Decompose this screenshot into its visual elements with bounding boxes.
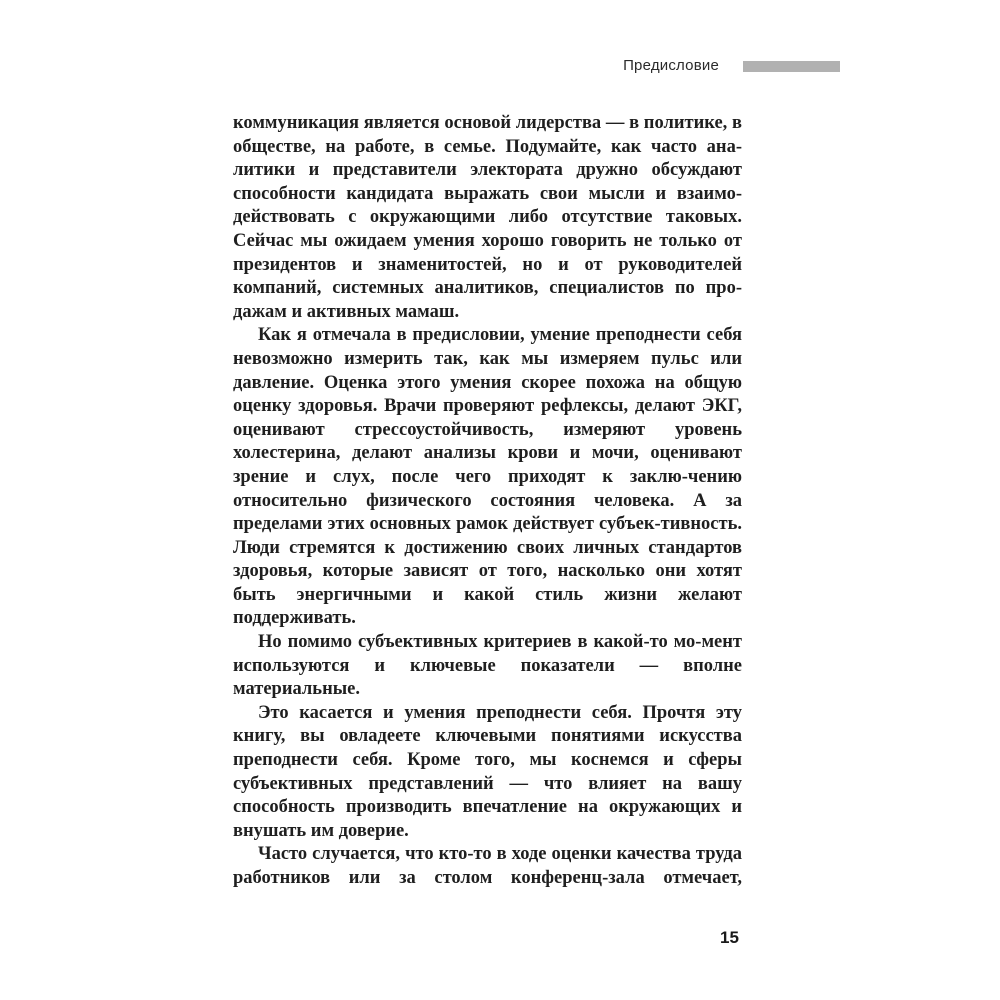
paragraph-5: Часто случается, что кто-то в ходе оценки качества труда работников или за столом конференц-зала отмечает, bbox=[233, 844, 742, 888]
page-number: 15 bbox=[720, 928, 739, 947]
header-bar bbox=[743, 61, 840, 72]
paragraph-4: Это касается и умения преподнести себя. Прочтя эту книгу, вы овладеете ключевыми понятиями искусства преподнести себя. Кроме того, мы коснемся и сферы субъективных представлений — что влияет на вашу способность производить впечатление на окружающих и внушать им доверие. bbox=[233, 702, 742, 841]
paragraph-3: Но помимо субъективных критериев в какой-то мо-мент используются и ключевые показатели — вполне материальные. bbox=[233, 632, 742, 700]
body-text bbox=[233, 112, 742, 891]
running-header bbox=[0, 0, 1000, 80]
paragraph-1: коммуникация является основой лидерства — в политике, в обществе, на работе, в семье. Подумайте, как часто ана-литики и представители электората дружно обсуждают способности кандидата выражать свои мысли и взаимо-действовать с окружающими либо отсутствие таковых. Сейчас мы ожидаем умения хорошо говорить не только от президентов и знаменитостей, но и от руководителей компаний, системных аналитиков, специалистов по про-дажам и активных мамаш. bbox=[233, 113, 742, 322]
section-title: Предисловие bbox=[623, 57, 719, 74]
paragraph-2: Как я отмечала в предисловии, умение преподнести себя невозможно измерить так, как мы измеряем пульс или давление. Оценка этого умения скорее похожа на общую оценку здоровья. Врачи проверяют рефлексы, делают ЭКГ, оценивают стрессоустойчивость, измеряют уровень холестерина, делают анализы крови и мочи, оценивают зрение и слух, после чего приходят к заклю-чению относительно физического состояния человека. А за пределами этих основных рамок действует субъек-тивность. Люди стремятся к достижению своих личных стандартов здоровья, которые зависят от того, насколько они хотят быть энергичными и какой стиль жизни желают поддерживать. bbox=[233, 325, 742, 629]
